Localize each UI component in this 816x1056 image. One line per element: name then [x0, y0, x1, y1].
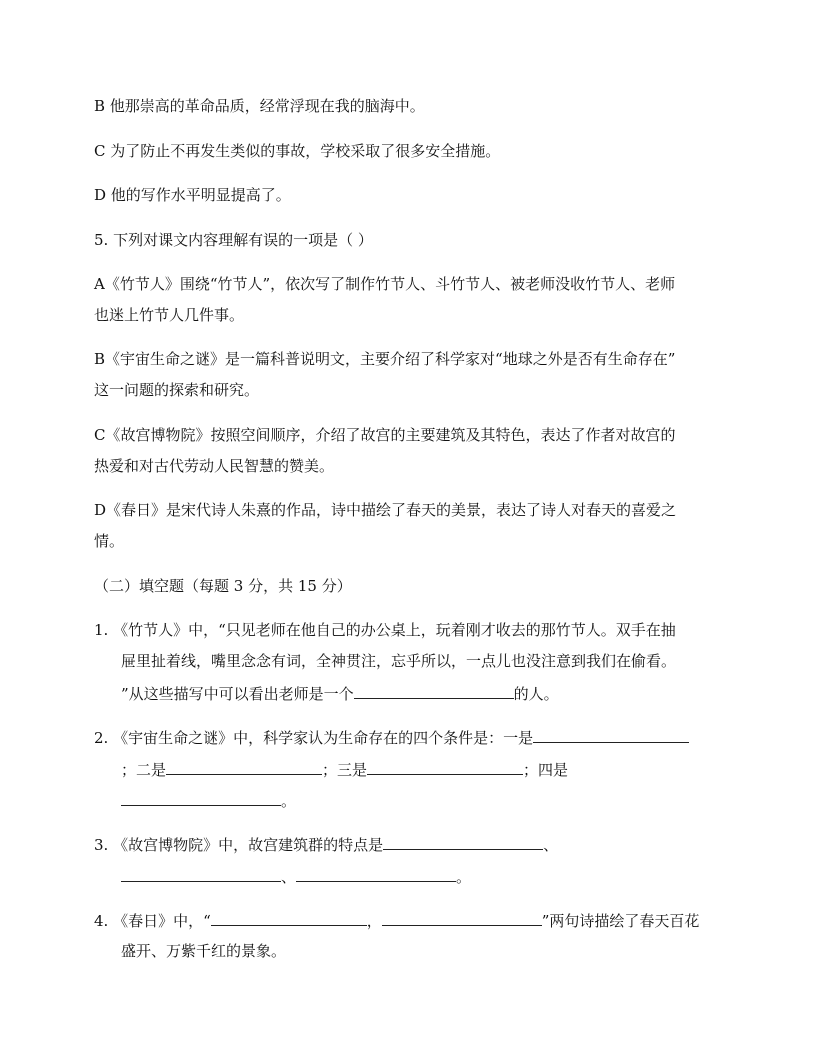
- fill-q2-blank-2[interactable]: [166, 758, 322, 775]
- fill-q3-text-a: 3. 《故宫博物院》中，故宫建筑群的特点是: [94, 836, 384, 854]
- fill-q2-text-e: 。: [281, 792, 297, 810]
- fill-q4-text-b: ，: [366, 912, 382, 930]
- fill-q3-blank-2[interactable]: [121, 865, 281, 882]
- fill-q2-text-a: 2. 《宇宙生命之谜》中，科学家认为生命存在的四个条件是：一是: [94, 729, 534, 747]
- q5-option-b-line2: 这一问题的探索和研究。: [94, 381, 260, 399]
- q5-option-c-line1: C《故宫博物院》按照空间顺序，介绍了故宫的主要建筑及其特色，表达了作者对故宫的: [94, 426, 676, 444]
- fill-q2-blank-1[interactable]: [533, 726, 689, 743]
- q4-option-b: B 他那崇高的革命品质，经常浮现在我的脑海中。: [94, 97, 425, 115]
- fill-q1-line1: 1. 《竹节人》中，“只见老师在他自己的办公桌上，玩着刚才收去的那竹节人。双手在抽: [94, 621, 676, 639]
- q5-option-a-line2: 也迷上竹节人几件事。: [94, 306, 245, 324]
- fill-q4-blank-1[interactable]: [211, 909, 367, 926]
- fill-q2-line3: [121, 789, 296, 812]
- fill-q1-text-b: 的人。: [513, 685, 559, 703]
- q5-option-d-line1: D《春日》是宋代诗人朱熹的作品，诗中描绘了春天的美景，表达了诗人对春天的喜爱之: [94, 501, 677, 519]
- fill-q4-line1: [94, 909, 699, 932]
- fill-q3-line1: [94, 833, 558, 856]
- fill-q2-text-c: ；三是: [322, 761, 368, 779]
- section2-heading: （二）填空题（每题 3 分，共 15 分）: [94, 577, 352, 595]
- fill-q1-blank[interactable]: [354, 682, 514, 699]
- fill-q2-text-b: ；二是: [121, 761, 167, 779]
- q4-option-d: D 他的写作水平明显提高了。: [94, 186, 291, 204]
- fill-q2-line2: [121, 758, 568, 781]
- fill-q1-line2: 屉里扯着线，嘴里念念有词，全神贯注，忘乎所以，一点儿也没注意到我们在偷看。: [121, 652, 677, 670]
- fill-q3-text-b: 、: [543, 836, 559, 854]
- fill-q3-line2: [121, 865, 471, 888]
- q5-option-c-line2: 热爱和对古代劳动人民智慧的赞美。: [94, 457, 335, 475]
- q5-option-b-line1: B《宇宙生命之谜》是一篇科普说明文，主要介绍了科学家对“地球之外是否有生命存在”: [94, 350, 676, 368]
- fill-q4-text-c: ”两句诗描绘了春天百花: [541, 912, 700, 930]
- fill-q4-line2: 盛开、万紫千红的景象。: [121, 942, 287, 960]
- fill-q4-blank-2[interactable]: [382, 909, 542, 926]
- fill-q2-text-d: ；四是: [523, 761, 569, 779]
- fill-q2-blank-4[interactable]: [121, 789, 281, 806]
- fill-q1-line3: [121, 682, 559, 705]
- fill-q3-blank-1[interactable]: [383, 833, 543, 850]
- q5-stem: 5. 下列对课文内容理解有误的一项是（ ）: [94, 231, 373, 249]
- fill-q4-text-a: 4. 《春日》中，“: [94, 912, 211, 930]
- fill-q2-blank-3[interactable]: [367, 758, 523, 775]
- q4-option-c: C 为了防止不再发生类似的事故，学校采取了很多安全措施。: [94, 142, 501, 160]
- fill-q1-text-a: ”从这些描写中可以看出老师是一个: [121, 685, 354, 703]
- fill-q3-blank-3[interactable]: [296, 865, 456, 882]
- fill-q3-text-d: 。: [456, 868, 472, 886]
- fill-q2-line1: [94, 726, 689, 749]
- q5-option-a-line1: A《竹节人》围绕“竹节人”，依次写了制作竹节人、斗竹节人、被老师没收竹节人、老师: [94, 275, 676, 293]
- q5-option-d-line2: 情。: [94, 532, 125, 550]
- fill-q3-text-c: 、: [281, 868, 297, 886]
